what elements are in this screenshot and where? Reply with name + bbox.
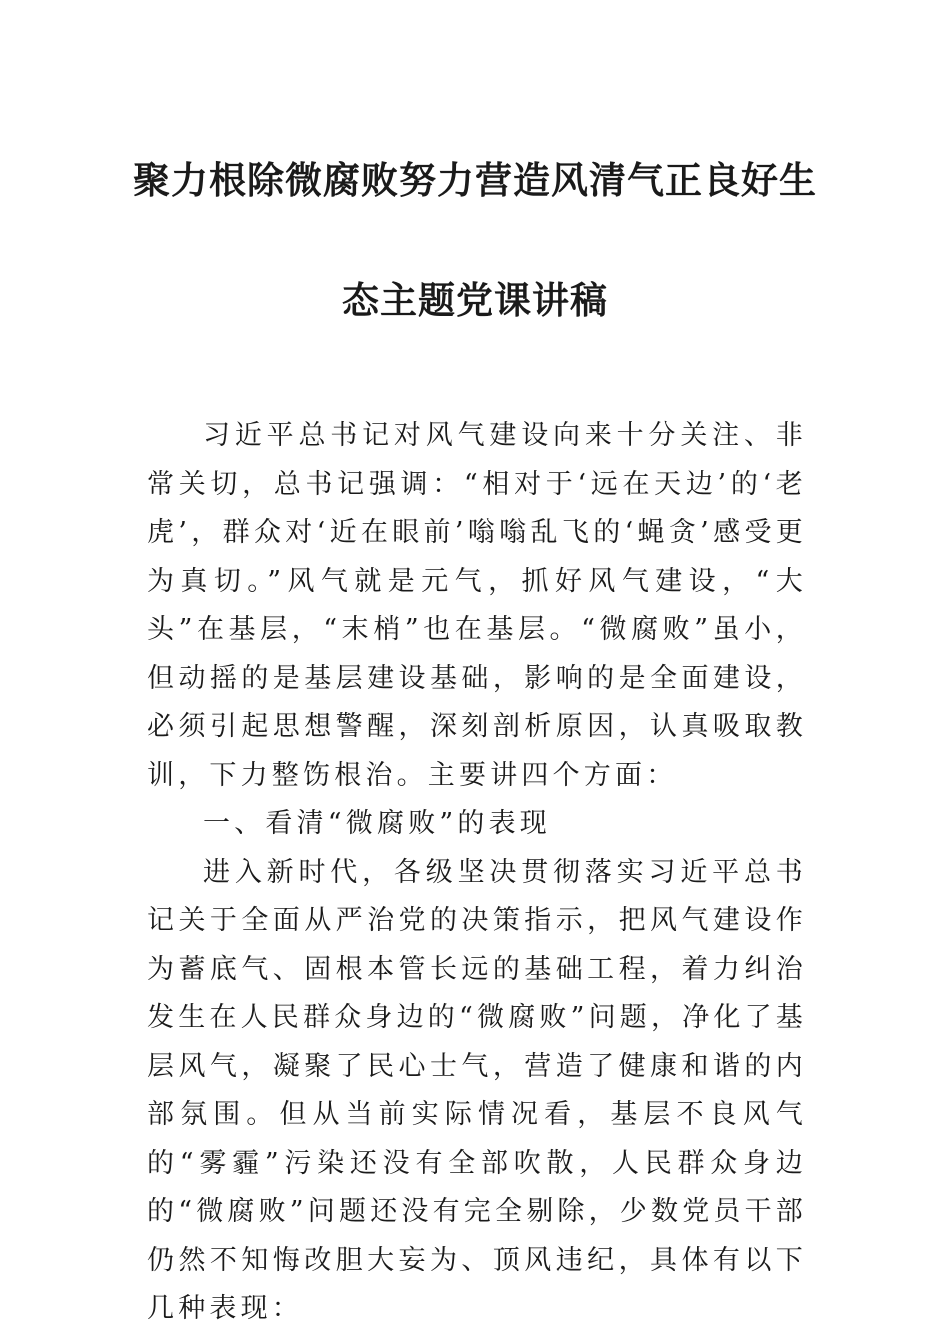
document-title-line-2: 态主题党课讲稿 [342,278,608,322]
document-title-line-1: 聚力根除微腐败努力营造风清气正良好生 [133,158,817,202]
intro-paragraph: 习近平总书记对风气建设向来十分关注、非常关切，总书记强调：“相对于‘远在天边’的‘老虎’，群众对‘近在眼前’嗡嗡乱飞的‘蝇贪’感受更为真切。”风气就是元气，抓好风气建设，“大头”在基层，“末梢”也在基层。“微腐败”虽小，但动摇的是基层建设基础，影响的是全面建设，必须引起思想警醒，深刻剖析原因，认真吸取教训，下力整饬根治。主要讲四个方面： [147,420,807,791]
document-body [147,412,807,1334]
body-paragraph: 进入新时代，各级坚决贯彻落实习近平总书记关于全面从严治党的决策指示，把风气建设作为蓄底气、固根本管长远的基础工程，着力纠治发生在人民群众身边的“微腐败”问题，净化了基层风气，凝聚了民心士气，营造了健康和谐的内部氛围。但从当前实际情况看，基层不良风气的“雾霾”污染还没有全部吹散，人民群众身边的“微腐败”问题还没有完全剔除，少数党员干部仍然不知悔改胆大妄为、顶风违纪，具体有以下几种表现： [147,856,808,1324]
section-heading: 一、看清“微腐败”的表现 [203,808,552,839]
